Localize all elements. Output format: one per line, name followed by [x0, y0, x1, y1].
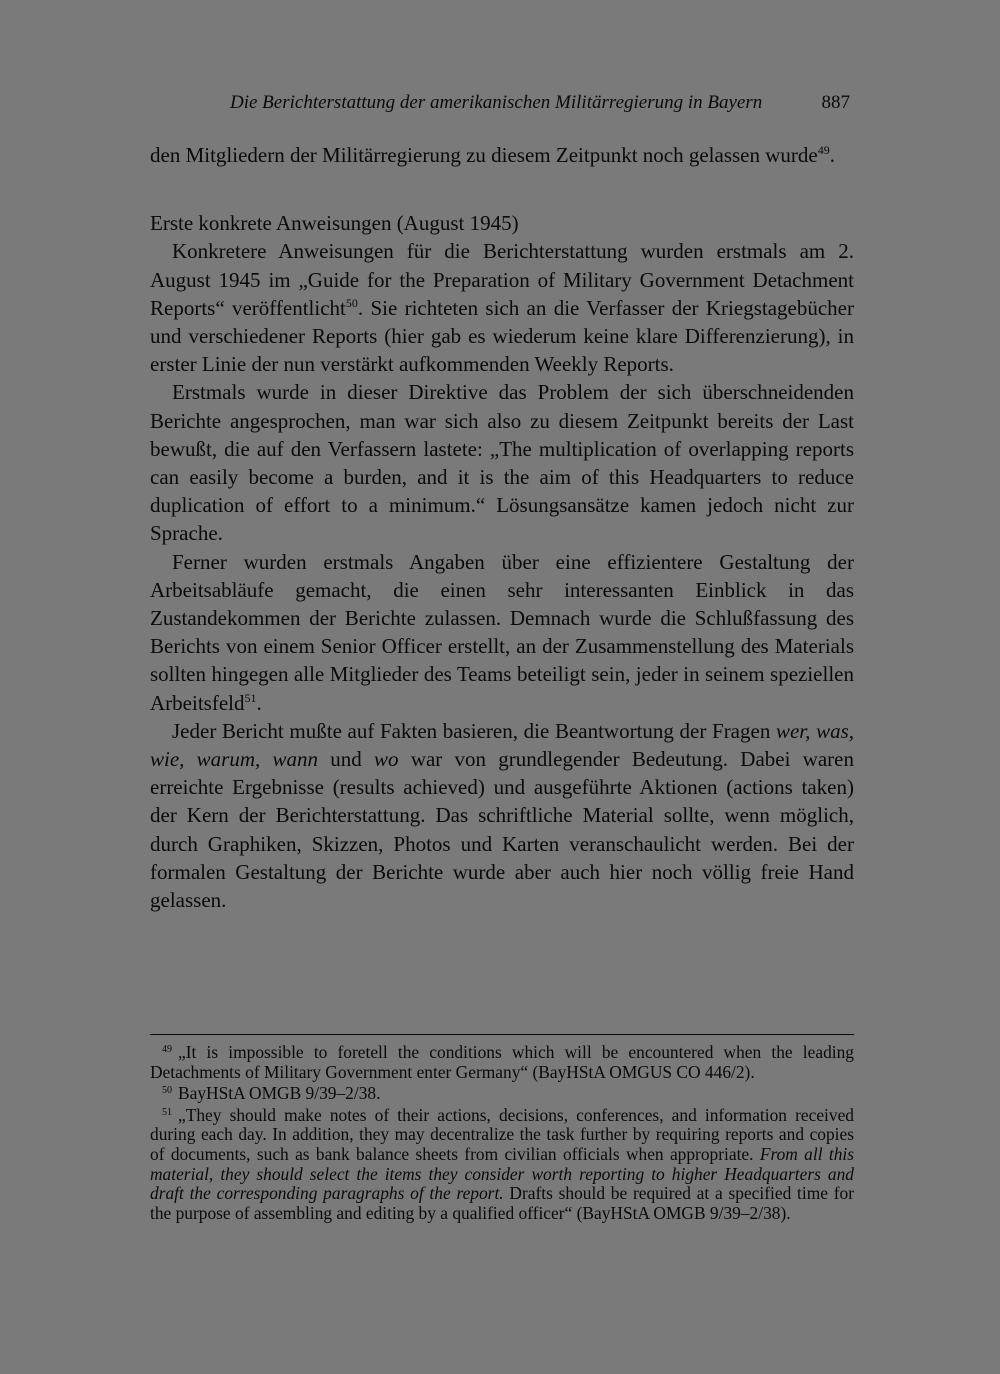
paragraph-continued — [150, 141, 854, 169]
section-heading: Erste konkrete Anweisungen (August 1945) — [150, 211, 519, 236]
page-number: 887 — [821, 92, 850, 113]
footnote-divider — [150, 1034, 854, 1035]
emphasis-word: wer, — [775, 718, 811, 743]
paragraph — [150, 237, 854, 378]
footnote-text: „They should make notes of their actions, decisions, conferences, and information received during each day. In addition, they may decentralize the task further by requiring reports and copies of documents, such as bank balance sheets from civilian officials when appropriate. — [150, 1104, 854, 1164]
running-head — [150, 92, 854, 122]
footnotes — [150, 1043, 854, 1225]
footnote-emphasis: From all this material, they should select the items they consider worth reporting to higher Headquarters and draft the corresponding paragraphs of the report. — [150, 1143, 854, 1204]
footnote-49 — [150, 1043, 854, 1082]
emphasis-word: wann — [272, 747, 319, 772]
footnote-50 — [150, 1084, 854, 1104]
footnote-mark: 50 — [162, 1085, 172, 1097]
footnote-mark: 49 — [162, 1044, 172, 1055]
footnote-text: „It is impossible to foretell the conditions which will be encountered when the leading Detachments of Military Government enter Germany“ (BayHStA OMGUS CO 446/2). — [150, 1042, 854, 1082]
emphasis-word: wo — [374, 747, 399, 772]
footnote-ref-49: 49 — [817, 143, 830, 157]
paragraph-text: . — [829, 143, 835, 167]
paragraph-text: . — [256, 690, 262, 715]
paragraph: Erstmals wurde in dieser Direktive das Problem der sich überschneidenden Berichte angesprochen, man war sich also zu diesem Zeitpunkt bereits der Last bewußt, die auf den Verfassern lastete: „The multiplication of overlapping reports can easily become a burden, and it is the aim of this Headquarters to reduce duplication of effort to a minimum.“ Lösungsansätze kamen jedoch nicht zur Sprache. — [150, 380, 854, 546]
footnote-text: BayHStA OMGB 9/39–2/38. — [178, 1083, 381, 1104]
emphasis-word: warum, — [196, 747, 261, 772]
emphasis-word: wie, — [150, 747, 185, 772]
body-text — [150, 141, 854, 914]
footnote-text: Drafts should be required at a specified time for the purpose of assembling and editing by a qualified officer“ (BayHStA OMGB 9/39–2/38). — [150, 1183, 854, 1223]
paragraph-text: . Sie richteten sich an die Verfasser der Kriegstagebücher und verschiedener Reports (hier gab es wiederum keine klare Differenzierung), in erster Linie der nun verstärkt aufkommenden Weekly Reports. — [150, 295, 854, 377]
paragraph-text: den Mitgliedern der Militärregierung zu diesem Zeitpunkt noch gelassen wurde — [150, 143, 818, 167]
paragraph-text: und — [318, 747, 375, 772]
running-title: Die Berichterstattung der amerikanischen Militärregierung in Bayern — [230, 92, 763, 113]
paragraph-text: Jeder Bericht mußte auf Fakten basieren, die Beantwortung der Fragen — [172, 718, 776, 743]
paragraph — [150, 548, 854, 717]
footnote-ref-50: 50 — [345, 295, 358, 310]
paragraph-text: war von grundlegender Bedeutung. Dabei waren erreichte Ergebnisse (results achieved) und ausgeführte Aktionen (actions taken) der Kern der Berichterstattung. Das schriftliche Material sollte, wenn möglich, durch Graphiken, Skizzen, Photos und Karten veranschaulicht werden. Bei der formalen Gestaltung der Berichte wurde aber auch hier noch völlig freie Hand gelassen. — [150, 747, 854, 913]
footnote-ref-51: 51 — [244, 690, 257, 705]
paragraph — [150, 717, 854, 914]
emphasis-word: was, — [816, 718, 854, 743]
footnote-51 — [150, 1106, 854, 1224]
footnote-mark: 51 — [162, 1106, 172, 1118]
paragraph-text: Konkretere Anweisungen für die Berichterstattung wurden erstmals am 2. August 1945 im „Guide for the Preparation of Military Government Detachment Reports“ veröffentlicht — [150, 239, 854, 320]
paragraph-text: Ferner wurden erstmals Angaben über eine effizientere Gestaltung der Arbeitsabläufe gemacht, die einen sehr interessanten Einblick in das Zustandekommen der Berichte zulassen. Demnach wurde die Schlußfassung des Berichts von einem Senior Officer erstellt, an der Zusammenstellung des Materials sollten hingegen alle Mitglieder des Teams beteiligt sein, jeder in seinem speziellen Arbeitsfeld — [150, 549, 854, 715]
book-page — [150, 92, 854, 914]
